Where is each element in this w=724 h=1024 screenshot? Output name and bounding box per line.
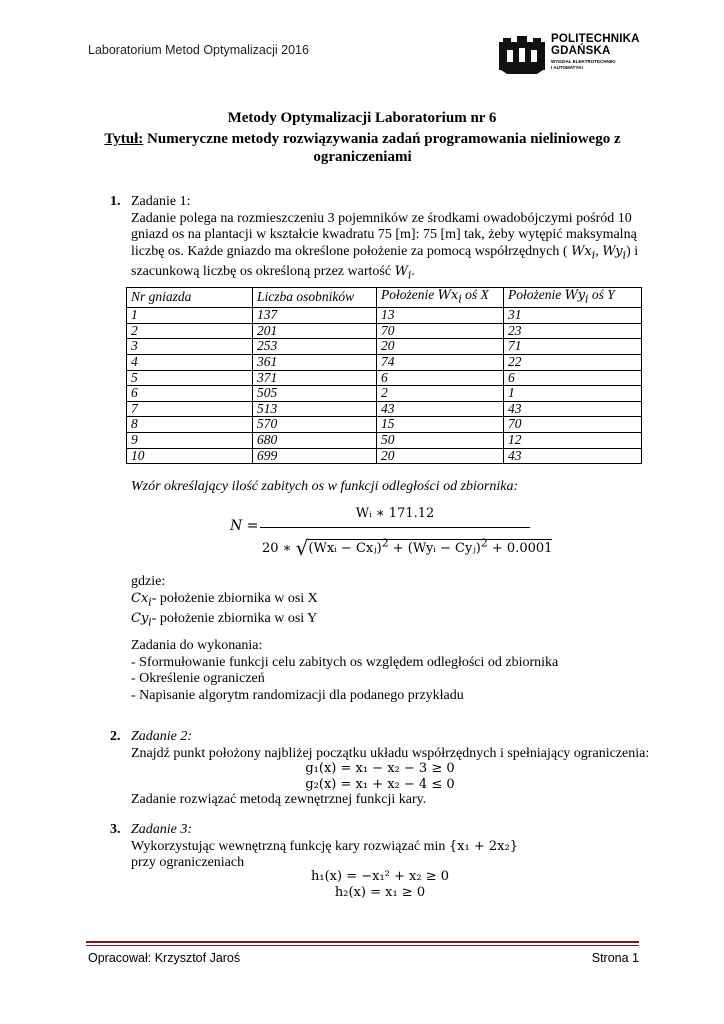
subtitle-text: Numeryczne metody rozwiązywania zadań programowania nieliniowego z ograniczeniami: [143, 131, 621, 165]
table-cell: 43: [504, 401, 642, 417]
table-row: [127, 370, 642, 386]
table-cell: 23: [504, 323, 642, 339]
table-cell: 371: [253, 370, 377, 386]
task2-body: [131, 729, 651, 762]
task1-line4: szacunkową liczbę os określoną przez wartość $W_i$.: [131, 263, 415, 282]
table-row: [127, 308, 642, 324]
kill-formula: [230, 506, 553, 562]
document-subtitle: [100, 130, 625, 166]
task3-objective: {x₁ + 2x₂}: [448, 838, 518, 854]
task3-text-b: przy ograniczeniach: [131, 855, 245, 870]
document-title: Metody Optymalizacji Laboratorium nr 6: [227, 110, 497, 126]
constraint-g1: g₁(x) = x₁ − x₂ − 3 ≥ 0: [305, 761, 455, 776]
table-header-row: [127, 288, 642, 308]
task3-line: Wykorzystując wewnętrzną funkcję kary rozwiązać min {x₁ + 2x₂}: [131, 838, 518, 854]
table-row: [127, 323, 642, 339]
table-cell: 2: [377, 386, 504, 402]
todo-label: Zadania do wykonania:: [131, 638, 263, 653]
table-cell: 10: [127, 448, 253, 464]
task2-method: Zadanie rozwiązać metodą zewnętrznej funkcji kary.: [131, 792, 427, 807]
constraint-h1: h₁(x) = −x₁² + x₂ ≥ 0: [311, 869, 449, 884]
table-row: [127, 354, 642, 370]
fraction-line: [260, 527, 530, 528]
table-cell: 13: [377, 308, 504, 324]
table-cell: 22: [504, 354, 642, 370]
logo-sub-line1: WYDZIAŁ ELEKTROTECHNIKI: [551, 59, 616, 64]
header-title: Laboratorium Metod Optymalizacji 2016: [88, 43, 309, 57]
where-label: gdzie:: [131, 574, 166, 589]
table-cell: 570: [253, 417, 377, 433]
table-cell: 70: [504, 417, 642, 433]
logo-sub-line2: I AUTOMATYKI: [551, 64, 583, 70]
table-row: [127, 401, 642, 417]
task2-constraints: [230, 761, 530, 793]
table-cell: 7: [127, 401, 253, 417]
todo-item: - Sformułowanie funkcji celu zabitych os względem odległości od zbiornika: [131, 654, 559, 670]
table-cell: 513: [253, 401, 377, 417]
table-cell: 680: [253, 432, 377, 448]
table-cell: 20: [377, 448, 504, 464]
task1-line1: Zadanie polega na rozmieszczeniu 3 pojemników ze środkami owadobójczymi pośród 10: [131, 210, 632, 226]
table-cell: 4: [127, 354, 253, 370]
table-cell: 43: [504, 448, 642, 464]
table-cell: 71: [504, 339, 642, 355]
university-logo: [497, 30, 647, 82]
table-header-cell: Liczba osobników: [253, 288, 377, 308]
task2-text: Znajdź punkt położony najbliżej początku układu współrzędnych i spełniający ograniczenia:: [131, 745, 650, 761]
table-cell: 74: [377, 354, 504, 370]
table-cell: 361: [253, 354, 377, 370]
formula-lhs: N =: [230, 518, 259, 534]
table-cell: 201: [253, 323, 377, 339]
nests-table: [126, 287, 642, 464]
task1-line3: liczbę os. Każde gniazdo ma określone położenie za pomocą współrzędnych ( $Wx_i$, $Wy_i$) i: [131, 243, 639, 262]
table-row: [127, 386, 642, 402]
formula-denominator: 20 ∗ √(Wxᵢ − Cxⱼ)$^2$ + (Wyᵢ − Cyⱼ)$^2$ + 0.0001: [262, 536, 553, 560]
table-cell: 12: [504, 432, 642, 448]
table-cell: 43: [377, 401, 504, 417]
table-cell: 6: [504, 370, 642, 386]
logo-emblem-icon: [497, 34, 547, 74]
table-row: [127, 432, 642, 448]
table-cell: 505: [253, 386, 377, 402]
table-cell: 3: [127, 339, 253, 355]
task3-constraints: [230, 869, 530, 901]
logo-name-line1: POLITECHNIKA: [551, 33, 640, 45]
table-cell: 5: [127, 370, 253, 386]
task1-line2: gniazd os na plantacji w kształcie kwadratu 75 [m]: 75 [m] tak, żeby wytępić maksymalną: [131, 227, 637, 242]
constraint-g2: g₂(x) = x₁ + x₂ − 4 ≤ 0: [305, 777, 455, 792]
subtitle-label: Tytuł:: [104, 131, 144, 147]
task1-number: 1.: [110, 194, 121, 209]
table-cell: 9: [127, 432, 253, 448]
where-block: gdzie: $Cx_i-$ położenie zbiornika w osi X $Cy_i-$ położenie zbiornika w osi Y: [131, 574, 318, 629]
formula-numerator: Wᵢ ∗ 171.12: [355, 506, 435, 521]
table-row: [127, 417, 642, 433]
table-cell: 699: [253, 448, 377, 464]
todo-block: [131, 638, 558, 704]
table-cell: 2: [127, 323, 253, 339]
table-cell: 1: [504, 386, 642, 402]
table-cell: 50: [377, 432, 504, 448]
table-header-cell: Położenie $Wy_i$ oś Y: [504, 288, 642, 308]
task2-heading: Zadanie 2:: [131, 729, 193, 744]
table-row: [127, 339, 642, 355]
table-cell: 31: [504, 308, 642, 324]
task2-number: 2.: [110, 729, 121, 744]
todo-item: - Określenie ograniczeń: [131, 671, 265, 686]
task1-body: [131, 194, 651, 284]
table-cell: 137: [253, 308, 377, 324]
table-cell: 70: [377, 323, 504, 339]
task3-number: 3.: [110, 822, 121, 837]
table-cell: 1: [127, 308, 253, 324]
todo-item: - Napisanie algorytm randomizacji dla podanego przykładu: [131, 687, 464, 703]
logo-name-line2: GDAŃSKA: [551, 45, 611, 57]
table-cell: 8: [127, 417, 253, 433]
formula-caption: Wzór określający ilość zabitych os w funkcji odległości od zbiornika:: [131, 479, 519, 494]
table-cell: 20: [377, 339, 504, 355]
table-row: [127, 448, 642, 464]
table-cell: 15: [377, 417, 504, 433]
where-y-text: - położenie zbiornika w osi Y: [151, 610, 318, 626]
table-header-cell: Nr gniazda: [127, 288, 253, 308]
footer-rule: [86, 941, 639, 943]
task3-body: [131, 822, 651, 872]
task3-heading: Zadanie 3:: [131, 822, 193, 837]
constraint-h2: h₂(x) = x₁ ≥ 0: [334, 885, 426, 900]
table-cell: 6: [377, 370, 504, 386]
table-header-cell: Położenie $Wx_i$ oś X: [377, 288, 504, 308]
footer-rule-thin: [86, 945, 639, 946]
footer-author: Opracował: Krzysztof Jaroś: [88, 951, 241, 965]
table-cell: 6: [127, 386, 253, 402]
footer-page: Strona 1: [591, 951, 639, 965]
task1-heading: Zadanie 1:: [131, 194, 191, 209]
where-x-text: - położenie zbiornika w osi X: [151, 590, 318, 606]
table-cell: 253: [253, 339, 377, 355]
